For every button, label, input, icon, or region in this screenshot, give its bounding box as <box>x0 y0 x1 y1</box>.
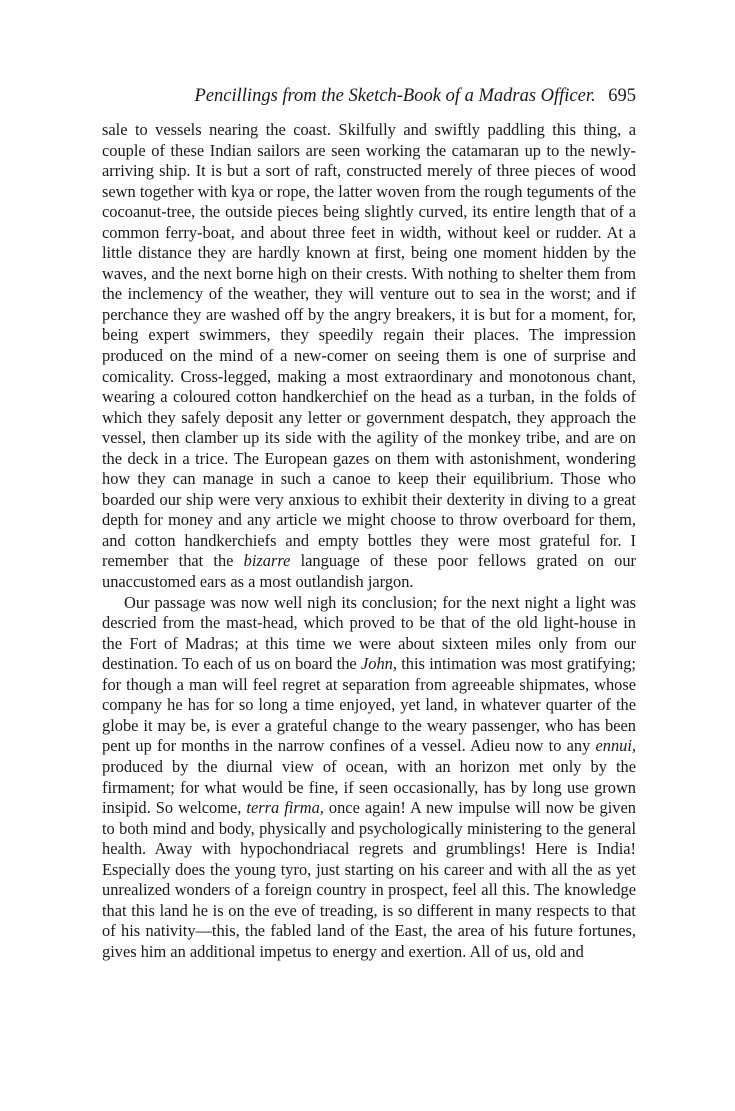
paragraph-2-part-2: this intimation was most gratifying; for though a man will feel regret at separation from agreeable shipmates, whose company he has for so long a time enjoyed, yet land, in whatever quarter of the globe it may be, is ever a grateful change to the weary passenger, who has been pent up for months in the narrow confines of a vessel. Adieu now to any <box>102 654 636 756</box>
page-number: 695 <box>608 86 636 106</box>
body-text <box>102 120 636 962</box>
book-page <box>102 86 636 962</box>
paragraph-2-part-4: once again! A new impulse will now be given to both mind and body, physically and psychologically ministering to the general health. Away with hypochondriacal regrets and grumblings! Here is India! Especially does the young tyro, just starting on his career and with all the as yet unrealized wonders of a foreign country in prospect, feel all this. The knowledge that this land he is on the eve of treading, is so different in many respects to that of his nativity—this, the fabled land of the East, the area of his future fortunes, gives him an additional impetus to energy and exertion. All of us, old and <box>102 798 636 961</box>
running-title: Pencillings from the Sketch-Book of a Madras Officer. <box>194 86 596 106</box>
running-header <box>118 86 636 116</box>
italic-terra-firma: terra firma, <box>246 798 324 818</box>
italic-ennui: ennui, <box>595 736 636 756</box>
paragraph-1-tail: language of these poor fellows grated on our unaccustomed ears as a most outlandish jargon. <box>102 551 636 592</box>
paragraph-2-part-1: Our passage was now well nigh its conclusion; for the next night a light was descried from the mast-head, which proved to be that of the old light-house in the Fort of Madras; at this time we were about sixteen miles only from our destination. To each of us on board the <box>102 592 636 674</box>
paragraph-1 <box>102 120 636 593</box>
paragraph-2 <box>102 593 636 963</box>
italic-bizarre: bizarre <box>243 551 291 571</box>
paragraph-1-text: sale to vessels nearing the coast. Skilfully and swiftly paddling this thing, a couple of these Indian sailors are seen working the catamaran up to the newly-arriving ship. It is but a sort of raft, constructed merely of three pieces of wood sewn together with kya or rope, the latter woven from the rough teguments of the cocoanut-tree, the outside pieces being slightly curved, its entire length that of a common ferry-boat, and about three feet in width, without keel or rudder. At a little distance they are hardly known at first, being one moment hidden by the waves, and the next borne high on their crests. With nothing to shelter them from the inclemency of the weather, they will venture out to sea in the worst; and if perchance they are washed off by the angry breakers, it is but for a moment, for, being expert swimmers, they speedily regain their places. The impression produced on the mind of a new-comer on seeing them is one of surprise and comicality. Cross-legged, making a most extraordinary and monotonous chant, wearing a coloured cotton handkerchief on the head as a turban, in the folds of which they safely deposit any letter or government despatch, they approach the vessel, then clamber up its side with the agility of the monkey tribe, and are on the deck in a trice. The European gazes on them with astonishment, wondering how they can manage in such a canoe to keep their equilibrium. Those who boarded our ship were very anxious to exhibit their dexterity in diving to a great depth for money and any article we might choose to throw overboard for them, and cotton handkerchiefs and empty bottles they were most grateful for. I remember that the <box>102 120 636 571</box>
paragraph-2-part-3: produced by the diurnal view of ocean, with an horizon met only by the firmament; for what would be fine, if seen occasionally, has by long use grown insipid. So welcome, <box>102 756 636 818</box>
italic-john: John, <box>361 654 397 674</box>
